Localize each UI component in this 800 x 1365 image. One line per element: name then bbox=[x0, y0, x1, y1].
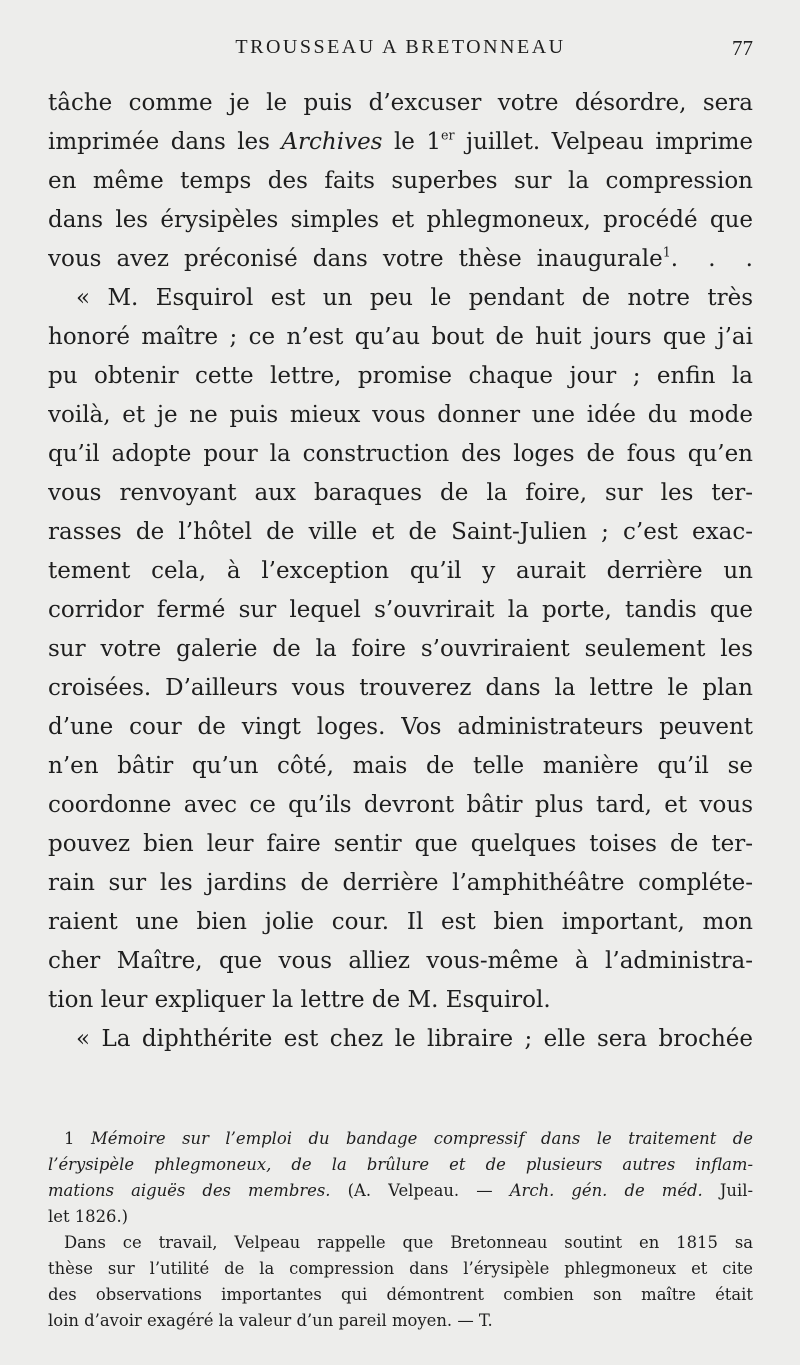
text-line: vous avez préconisé dans votre thèse inaugurale$^1$. . . bbox=[48, 244, 753, 272]
text-line: tion leur expliquer la lettre de M. Esquirol. bbox=[48, 987, 551, 1013]
text-line: pouvez bien leur faire sentir que quelques toises de ter- bbox=[48, 831, 753, 857]
footnote-line: l’érysipèle phlegmoneux, de la brûlure et de plusieurs autres inflam- bbox=[48, 1155, 753, 1174]
text-line: n’en bâtir qu’un côté, mais de telle manière qu’il se bbox=[48, 753, 753, 779]
text-line: « La diphthérite est chez le libraire ; elle sera brochée bbox=[76, 1026, 753, 1052]
running-title: TROUSSEAU A BRETONNEAU bbox=[235, 36, 566, 58]
footnote-line: 1 Mémoire sur l’emploi du bandage compressif dans le traitement de bbox=[64, 1129, 753, 1148]
text-line: raient une bien jolie cour. Il est bien important, mon bbox=[48, 909, 753, 935]
text-line: coordonne avec ce qu’ils devront bâtir plus tard, et vous bbox=[48, 792, 753, 818]
text-line: pu obtenir cette lettre, promise chaque jour ; enfin la bbox=[48, 363, 753, 389]
footnotes bbox=[48, 1126, 753, 1334]
body-text bbox=[48, 84, 753, 1059]
text-line: corridor fermé sur lequel s’ouvrirait la porte, tandis que bbox=[48, 597, 753, 623]
text-line: en même temps des faits superbes sur la compression bbox=[48, 168, 753, 194]
text-line: imprimée dans les Archives le 1er juillet. Velpeau imprime bbox=[48, 127, 753, 155]
footnote-line: mations aiguës des membres. (A. Velpeau. — Arch. gén. de méd. Juil- bbox=[48, 1181, 753, 1200]
page-number: 77 bbox=[732, 36, 753, 60]
text-line: cher Maître, que vous alliez vous-même à l’administra- bbox=[48, 948, 753, 974]
text-line: vous renvoyant aux baraques de la foire, sur les ter- bbox=[48, 480, 753, 506]
text-line: honoré maître ; ce n’est qu’au bout de huit jours que j’ai bbox=[48, 324, 753, 350]
text-line: sur votre galerie de la foire s’ouvriraient seulement les bbox=[48, 636, 753, 662]
footnote-line: let 1826.) bbox=[48, 1207, 129, 1226]
text-line: rain sur les jardins de derrière l’amphithéâtre compléte- bbox=[48, 870, 753, 896]
footnote-line: thèse sur l’utilité de la compression dans l’érysipèle phlegmoneux et cite bbox=[48, 1259, 753, 1278]
text-line: croisées. D’ailleurs vous trouverez dans la lettre le plan bbox=[48, 675, 753, 701]
footnote-line: Dans ce travail, Velpeau rappelle que Bretonneau soutint en 1815 sa bbox=[64, 1233, 753, 1252]
text-line: dans les érysipèles simples et phlegmoneux, procédé que bbox=[48, 207, 753, 233]
footnote-line: des observations importantes qui démontrent combien son maître était bbox=[48, 1285, 753, 1304]
text-line: tement cela, à l’exception qu’il y aurait derrière un bbox=[48, 558, 753, 584]
text-line: d’une cour de vingt loges. Vos administrateurs peuvent bbox=[48, 714, 753, 740]
text-line: « M. Esquirol est un peu le pendant de notre très bbox=[76, 285, 753, 311]
text-line: voilà, et je ne puis mieux vous donner une idée du mode bbox=[48, 402, 753, 428]
text-line: rasses de l’hôtel de ville et de Saint-Julien ; c’est exac- bbox=[48, 519, 753, 545]
text-line: tâche comme je le puis d’excuser votre désordre, sera bbox=[48, 90, 753, 116]
text-line: qu’il adopte pour la construction des loges de fous qu’en bbox=[48, 441, 753, 467]
page-header bbox=[48, 34, 753, 64]
footnote-line: loin d’avoir exagéré la valeur d’un pareil moyen. — T. bbox=[48, 1311, 493, 1330]
